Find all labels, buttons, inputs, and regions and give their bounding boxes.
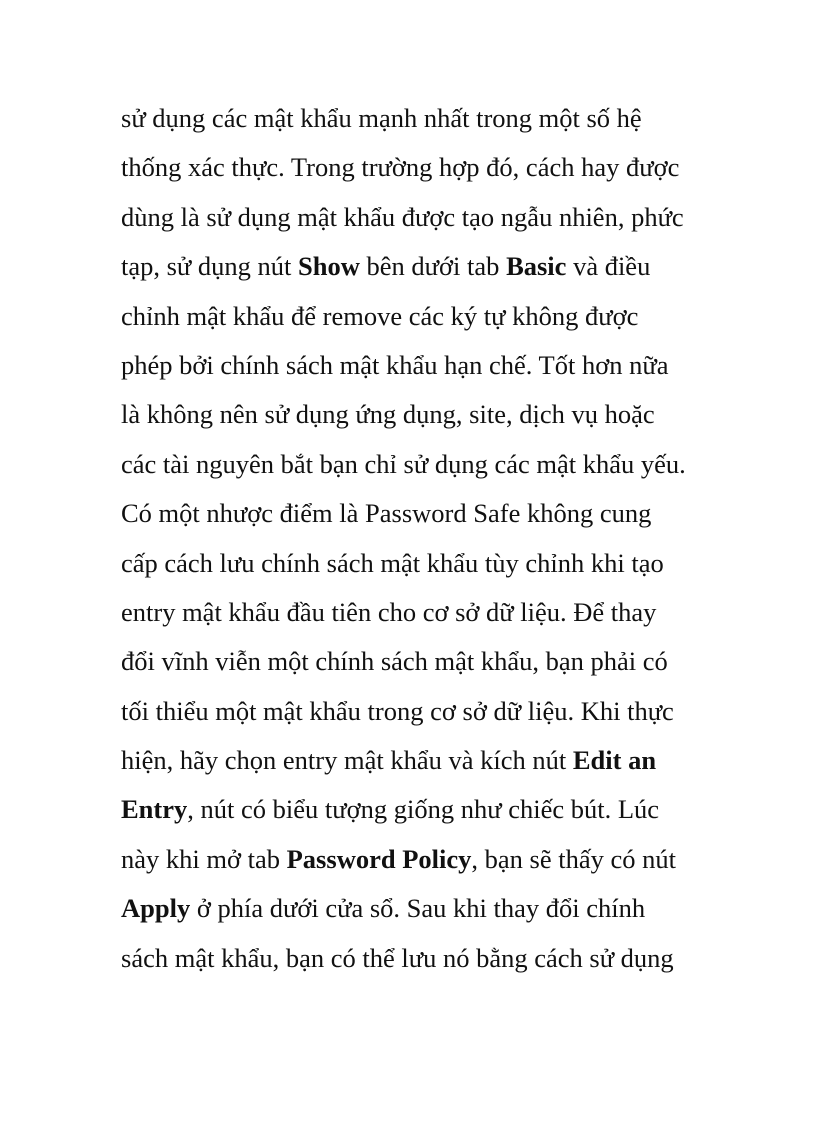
text-line-8	[121, 440, 721, 489]
text-span: sách mật khẩu, bạn có thể lưu nó bằng cách sử dụng	[121, 942, 674, 973]
bold-term-basic: Basic	[506, 251, 567, 282]
bold-term-apply: Apply	[121, 893, 191, 924]
text-span: sử dụng các mật khẩu mạnh nhất trong một số hệ	[121, 103, 642, 133]
text-line-4	[121, 242, 721, 291]
text-line-9	[121, 489, 721, 538]
bold-term-show: Show	[298, 251, 360, 282]
text-line-13	[121, 687, 721, 736]
text-span: ở phía dưới cửa sổ. Sau khi thay đổi chính	[190, 893, 646, 924]
bold-term-password-policy: Password Policy	[286, 843, 472, 874]
text-line-7	[121, 390, 721, 439]
text-span: chỉnh mật khẩu để remove các ký tự không được	[121, 300, 639, 331]
text-line-16	[121, 835, 721, 884]
text-span: các tài nguyên bắt bạn chỉ sử dụng các mật khẩu yếu.	[121, 448, 686, 479]
text-span: này khi mở tab	[121, 843, 287, 874]
text-span: tối thiểu một mật khẩu trong cơ sở dữ liệu. Khi thực	[121, 695, 674, 726]
text-line-2	[121, 143, 721, 192]
text-line-14	[121, 736, 721, 785]
text-span: bên dưới tab	[359, 251, 507, 282]
text-line-17	[121, 884, 721, 933]
text-line-11	[121, 588, 721, 637]
bold-term-edit-an: Edit an	[572, 745, 657, 776]
text-span: dùng là sử dụng mật khẩu được tạo ngẫu nhiên, phức	[121, 201, 684, 232]
text-span: , bạn sẽ thấy có nút	[471, 843, 676, 874]
text-line-3	[121, 193, 721, 242]
text-span: phép bởi chính sách mật khẩu hạn chế. Tốt hơn nữa	[121, 349, 669, 380]
text-line-10	[121, 539, 721, 588]
text-span: Có một nhược điểm là Password Safe không cung	[121, 498, 652, 529]
text-span: hiện, hãy chọn entry mật khẩu và kích nút	[121, 745, 573, 776]
text-span: đổi vĩnh viễn một chính sách mật khẩu, bạn phải có	[121, 646, 668, 677]
text-span: tạp, sử dụng nút	[121, 251, 299, 282]
text-span: là không nên sử dụng ứng dụng, site, dịch vụ hoặc	[121, 399, 655, 430]
text-line-6	[121, 341, 721, 390]
text-span: cấp cách lưu chính sách mật khẩu tùy chỉnh khi tạo	[121, 547, 664, 578]
body-text	[121, 94, 721, 983]
text-line-5	[121, 292, 721, 341]
text-span: entry mật khẩu đầu tiên cho cơ sở dữ liệu. Để thay	[121, 596, 657, 627]
text-span: , nút có biểu tượng giống như chiếc bút. Lúc	[187, 794, 660, 825]
text-span: và điều	[566, 251, 651, 282]
text-line-15	[121, 785, 721, 834]
text-line-1	[121, 94, 721, 143]
text-span: thống xác thực. Trong trường hợp đó, cách hay được	[121, 152, 680, 183]
text-line-18	[121, 934, 721, 983]
text-line-12	[121, 637, 721, 686]
bold-term-entry: Entry	[121, 794, 188, 825]
